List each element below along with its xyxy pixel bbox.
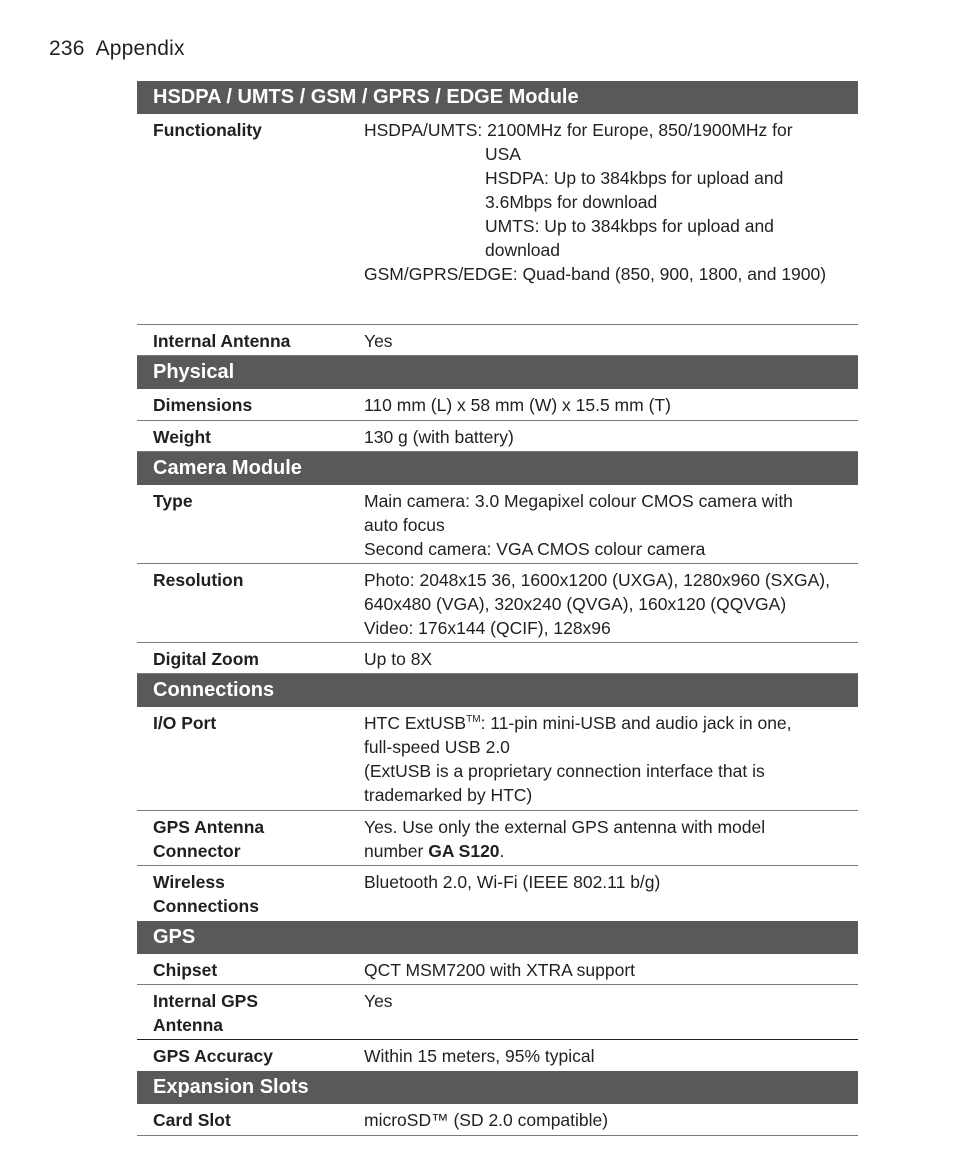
spec-value [364,568,858,638]
value-line: Second camera: VGA CMOS colour camera [364,539,706,559]
value-line: UMTS: Up to 384kbps for upload and [485,216,774,236]
value-line [364,711,858,735]
spec-row-dimensions [137,389,858,421]
label-line: Antenna [153,1015,223,1035]
spec-row-card-slot [137,1104,858,1136]
spec-label: GPS Accuracy [153,1046,273,1066]
spec-label: Internal Antenna [153,331,291,351]
value-line: HSDPA/UMTS: 2100MHz for Europe, 850/1900MHz for [364,120,793,140]
spec-label [137,815,364,861]
spec-row-digital-zoom [137,643,858,674]
page-number: 236 [49,37,85,60]
spec-value: Up to 8X [364,649,433,669]
spec-value: Bluetooth 2.0, Wi-Fi (IEEE 802.11 b/g) [364,872,661,892]
spec-value: Yes [364,331,393,351]
spec-row-resolution [137,564,858,643]
spec-row-weight [137,421,858,452]
value-line: Video: 176x144 (QCIF), 128x96 [364,618,611,638]
spec-label: Digital Zoom [153,649,259,669]
spec-row-internal-antenna [137,325,858,356]
value-line: 3.6Mbps for download [485,192,658,212]
value-text: : 11-pin mini-USB and audio jack in one, [480,713,792,733]
spec-row-functionality [137,114,858,325]
label-line: Connector [153,841,241,861]
spec-value: 130 g (with battery) [364,427,514,447]
value-line: Yes. Use only the external GPS antenna with model [364,817,766,837]
spec-label: I/O Port [153,713,217,733]
value-line: auto focus [364,515,445,535]
spec-label: Chipset [153,960,218,980]
spec-row-internal-gps-antenna [137,985,858,1040]
spec-label: Weight [153,427,212,447]
model-number: GA S120 [428,841,500,861]
page-header [49,37,185,61]
spec-value [364,711,858,806]
spec-value: 110 mm (L) x 58 mm (W) x 15.5 mm (T) [364,395,671,415]
trademark-mark: TM [466,714,481,725]
value-line: trademarked by HTC) [364,785,533,805]
value-line: (ExtUSB is a proprietary connection interface that is [364,761,765,781]
value-text: HTC ExtUSB [364,713,467,733]
spec-label: Resolution [153,570,244,590]
spec-value [364,815,858,861]
value-line: full-speed USB 2.0 [364,737,510,757]
spec-label: Dimensions [153,395,253,415]
spec-label: Functionality [153,120,262,140]
spec-table [137,81,858,1136]
spec-row-wireless [137,866,858,921]
spec-label [137,989,364,1035]
value-line: download [485,240,560,260]
section-header-connections: Connections [137,674,858,707]
value-line: USA [485,144,521,164]
spec-value: Within 15 meters, 95% typical [364,1046,595,1066]
value-line [364,839,858,863]
spec-row-gps-antenna-connector [137,811,858,866]
value-line: HSDPA: Up to 384kbps for upload and [485,168,784,188]
section-header-gps: GPS [137,921,858,954]
section-header-hsdpa: HSDPA / UMTS / GSM / GPRS / EDGE Module [137,81,858,114]
label-line: Wireless [153,872,225,892]
spec-value [364,489,858,559]
spec-row-io-port [137,707,858,811]
spec-value [364,118,858,320]
spec-value: QCT MSM7200 with XTRA support [364,960,636,980]
section-header-physical: Physical [137,356,858,389]
spec-row-type [137,485,858,564]
section-header-camera: Camera Module [137,452,858,485]
section-name: Appendix [95,37,185,60]
value-line: Main camera: 3.0 Megapixel colour CMOS camera with [364,491,793,511]
spec-row-chipset [137,954,858,985]
label-line: Internal GPS [153,991,259,1011]
value-text: . [499,841,505,861]
spec-label [137,870,364,917]
label-line: Connections [153,896,259,916]
spec-label: Card Slot [153,1110,231,1130]
value-line: 640x480 (VGA), 320x240 (QVGA), 160x120 (QQVGA) [364,594,787,614]
value-line: Photo: 2048x15 36, 1600x1200 (UXGA), 1280x960 (SXGA), [364,570,830,590]
section-header-expansion: Expansion Slots [137,1071,858,1104]
spec-label: Type [153,491,193,511]
value-text: number [364,841,429,861]
spec-row-gps-accuracy [137,1040,858,1071]
value-line: GSM/GPRS/EDGE: Quad-band (850, 900, 1800, and 1900) [364,264,827,284]
spec-value: microSD™ (SD 2.0 compatible) [364,1110,609,1130]
spec-value: Yes [364,991,393,1011]
label-line: GPS Antenna [153,817,265,837]
